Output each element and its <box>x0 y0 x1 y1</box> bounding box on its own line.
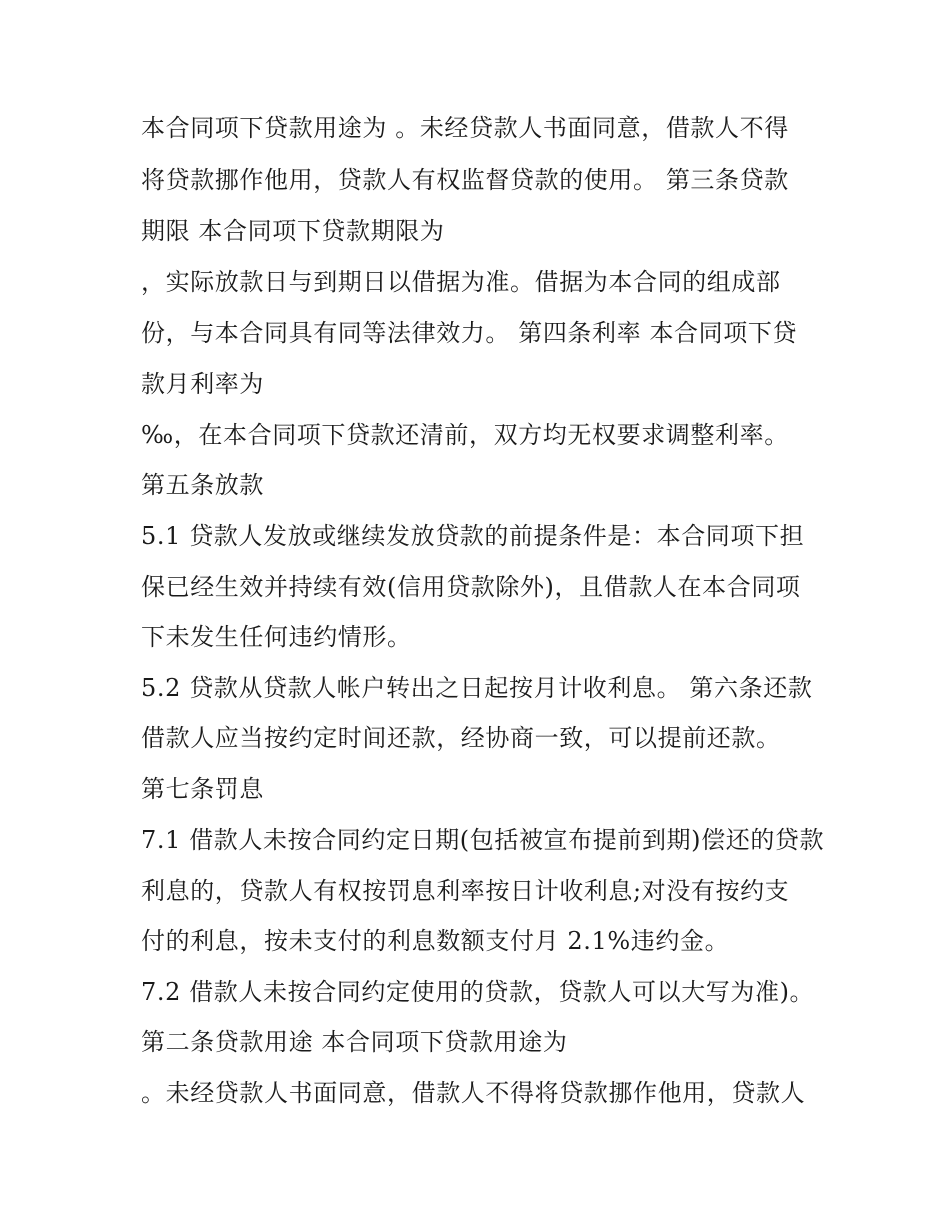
text-line-18: 7.2 借款人未按合同约定使用的贷款，贷款人可以大写为准)。 <box>141 978 815 1006</box>
text-line-12: 5.2 贷款从贷款人帐户转出之日起按月计收利息。 第六条还款 <box>141 674 813 702</box>
text-line-20: 。未经贷款人书面同意，借款人不得将贷款挪作他用，贷款人 <box>141 1079 806 1107</box>
text-line-7: ‰，在本合同项下贷款还清前，双方均无权要求调整利率。 <box>141 421 789 449</box>
text-line-11: 下未发生任何违约情形。 <box>141 623 412 651</box>
text-line-15: 7.1 借款人未按合同约定日期(包括被宣布提前到期)偿还的贷款 <box>141 826 825 854</box>
text-line-9: 5.1 贷款人发放或继续发放贷款的前提条件是：本合同项下担 <box>141 522 805 550</box>
text-line-17: 付的利息，按未支付的利息数额支付月 2.1%违约金。 <box>141 927 730 955</box>
text-line-8: 第五条放款 <box>141 471 264 499</box>
text-line-16: 利息的，贷款人有权按罚息利率按日计收利息;对没有按约支 <box>141 877 790 905</box>
text-line-5: 份，与本合同具有同等法律效力。 第四条利率 本合同项下贷 <box>141 319 798 347</box>
text-line-6: 款月利率为 <box>141 370 264 398</box>
text-line-10: 保已经生效并持续有效(信用贷款除外)，且借款人在本合同项 <box>141 573 801 601</box>
text-line-4: ，实际放款日与到期日以借据为准。借据为本合同的组成部 <box>141 268 781 296</box>
text-line-3: 期限 本合同项下贷款期限为 <box>141 217 445 245</box>
text-line-2: 将贷款挪作他用，贷款人有权监督贷款的使用。 第三条贷款 <box>141 166 789 194</box>
text-line-13: 借款人应当按约定时间还款，经协商一致，可以提前还款。 <box>141 724 781 752</box>
text-line-1: 本合同项下贷款用途为 。未经贷款人书面同意，借款人不得 <box>141 114 789 142</box>
text-line-19: 第二条贷款用途 本合同项下贷款用途为 <box>141 1028 568 1056</box>
text-line-14: 第七条罚息 <box>141 775 264 803</box>
